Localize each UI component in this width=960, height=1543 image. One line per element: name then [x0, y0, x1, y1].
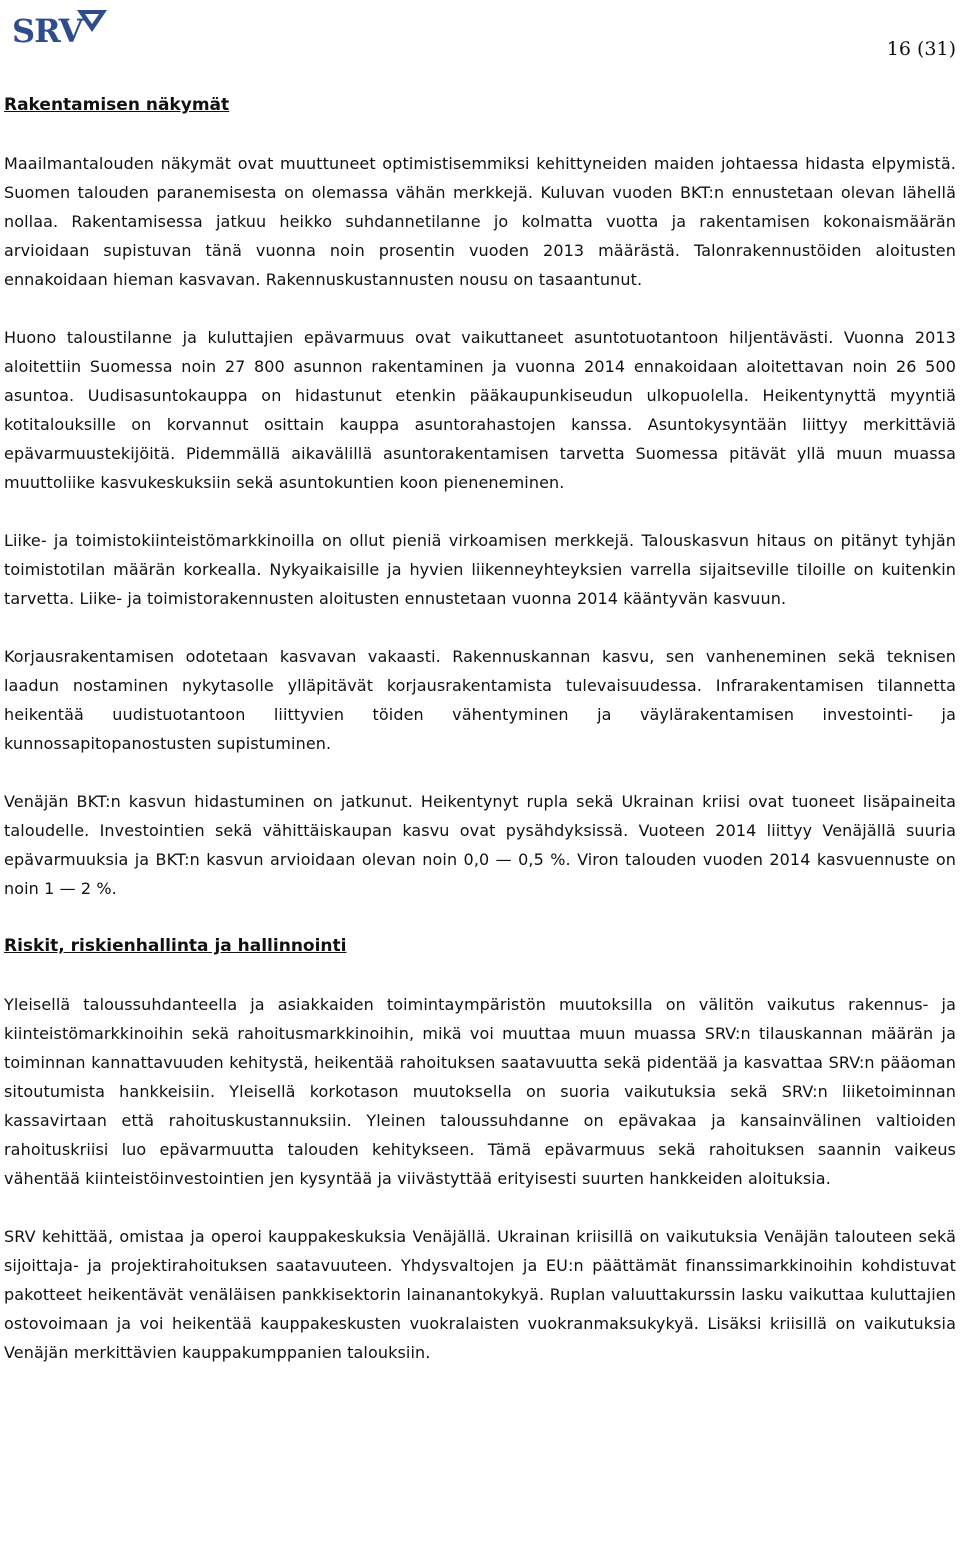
page-header: [0, 0, 960, 70]
paragraph: Korjausrakentamisen odotetaan kasvavan vakaasti. Rakennuskannan kasvu, sen vanheneminen sekä teknisen laadun nostaminen nykytasolle ylläpitävät korjausrakentamista tulevaisuudessa. Infrarakentamisen tilannetta heikentää uudistuotantoon liittyvien töiden vähentyminen ja väylärakentamisen investointi- ja kunnossapitopanostusten supistuminen.: [4, 647, 956, 753]
page-number: 16 (31): [886, 38, 956, 60]
logo-triangle-icon: [75, 8, 109, 34]
section-heading-riskit: Riskit, riskienhallinta ja hallinnointi: [4, 936, 347, 956]
srv-logo: [12, 8, 108, 52]
section-heading-rakentamisen-nakymat: Rakentamisen näkymät: [4, 95, 230, 115]
paragraph: Maailmantalouden näkymät ovat muuttuneet optimistisemmiksi kehittyneiden maiden johtaessa hidasta elpymistä. Suomen talouden paranemisesta on olemassa vähän merkkejä. Kuluvan vuoden BKT:n ennustetaan olevan lähellä nollaa. Rakentamisessa jatkuu heikko suhdannetilanne jo kolmatta vuotta ja rakentamisen kokonaismäärän arvioidaan supistuvan tänä vuonna noin prosentin vuoden 2013 määrästä. Talonrakennustöiden aloitusten ennakoidaan hieman kasvavan. Rakennuskustannusten nousu on tasaantunut.: [4, 154, 956, 289]
paragraph: SRV kehittää, omistaa ja operoi kauppakeskuksia Venäjällä. Ukrainan kriisillä on vaikutuksia Venäjän talouteen sekä sijoittaja- ja projektirahoituksen saatavuuteen. Yhdysvaltojen ja EU:n päättämät finanssimarkkinoihin kohdistuvat pakotteet heikentävät venäläisen pankkisektorin lainanantokykyä. Ruplan valuuttakurssin lasku vaikuttaa kuluttajien ostovoimaan ja voi heikentää kauppakeskusten vuokralaisten vuokranmaksukykyä. Lisäksi kriisillä on vaikutuksia Venäjän merkittävien kauppakumppanien talouksiin.: [4, 1227, 956, 1362]
paragraph: Venäjän BKT:n kasvun hidastuminen on jatkunut. Heikentynyt rupla sekä Ukrainan kriisi ovat tuoneet lisäpaineita taloudelle. Investointien sekä vähittäiskaupan kasvu ovat pysähdyksissä. Vuoteen 2014 liittyy Venäjällä suuria epävarmuuksia ja BKT:n kasvun arvioidaan olevan noin 0,0 — 0,5 %. Viron talouden vuoden 2014 kasvuennuste on noin 1 — 2 %.: [4, 792, 956, 898]
logo-text: SRV: [12, 12, 83, 50]
paragraph: Liike- ja toimistokiinteistömarkkinoilla on ollut pieniä virkoamisen merkkejä. Talouskasvun hitaus on pitänyt tyhjän toimistotilan määrän korkealla. Nykyaikaisille ja hyvien liikenneyhteyksien varrella sijaitseville tiloille on kuitenkin tarvetta. Liike- ja toimistorakennusten aloitusten ennustetaan vuonna 2014 kääntyvän kasvuun.: [4, 531, 956, 608]
paragraph: Yleisellä taloussuhdanteella ja asiakkaiden toimintaympäristön muutoksilla on välitön vaikutus rakennus- ja kiinteistömarkkinoihin sekä rahoitusmarkkinoihin, mikä voi muuttaa muun muassa SRV:n tilauskannan määrän ja toiminnan kannattavuuden kehitystä, heikentää rahoituksen saatavuutta sekä pidentää ja kasvattaa SRV:n pääoman sitoutumista hankkeisiin. Yleisellä korkotason muutoksella on suoria vaikutuksia sekä SRV:n liiketoiminnan kassavirtaan että rahoituskustannuksiin. Yleinen taloussuhdanne on epävakaa ja kansainvälinen valtioiden rahoituskriisi luo epävarmuutta talouden kehitykseen. Tämä epävarmuus sekä rahoituksen saannin vaikeus vähentää kiinteistöinvestointien jen kysyntää ja viivästyttää erityisesti suurten hankkeiden aloituksia.: [4, 995, 956, 1188]
paragraph: Huono taloustilanne ja kuluttajien epävarmuus ovat vaikuttaneet asuntotuotantoon hiljentävästi. Vuonna 2013 aloitettiin Suomessa noin 27 800 asunnon rakentaminen ja vuonna 2014 ennakoidaan aloitettavan noin 26 500 asuntoa. Uudisasuntokauppa on hidastunut etenkin pääkaupunkiseudun ulkopuolella. Heikentynyttä myyntiä kotitalouksille on korvannut osittain kauppa asuntorahastojen kanssa. Asuntokysyntään liittyy merkittäviä epävarmuustekijöitä. Pidemmällä aikavälillä asuntorakentamisen tarvetta Suomessa pitävät yllä muun muassa muuttoliike kasvukeskuksiin sekä asuntokuntien koon pieneneminen.: [4, 328, 956, 492]
document-body: [4, 91, 956, 1396]
